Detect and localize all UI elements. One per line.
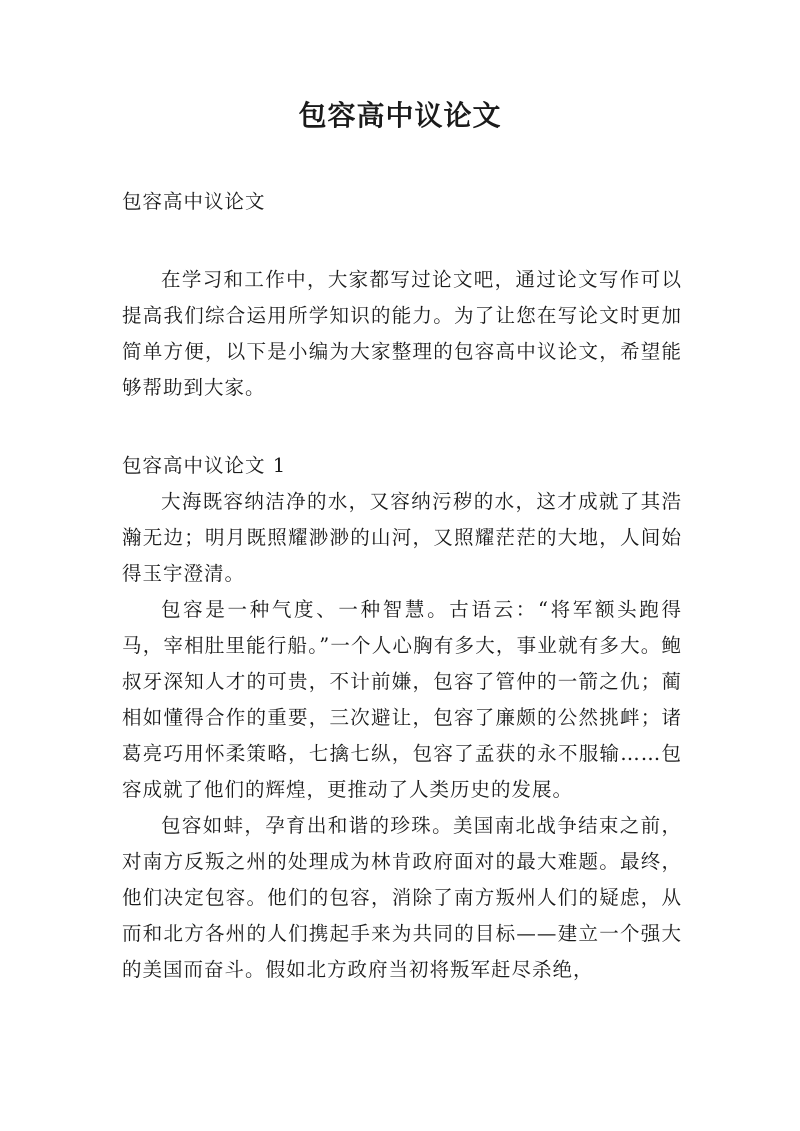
document-subtitle: 包容高中议论文 xyxy=(122,190,266,213)
body-paragraph-1: 大海既容纳洁净的水，又容纳污秽的水，这才成就了其浩瀚无边；明月既照耀渺渺的山河，又照耀茫茫的大地，人间始得玉宇澄清。 xyxy=(122,490,682,585)
section-heading: 包容高中议论文 1 xyxy=(122,454,287,477)
intro-paragraph: 在学习和工作中，大家都写过论文吧，通过论文写作可以提高我们综合运用所学知识的能力。为了让您在写论文时更加简单方便，以下是小编为大家整理的包容高中议论文，希望能够帮助到大家。 xyxy=(122,268,682,399)
body-paragraph-3: 包容如蚌，孕育出和谐的珍珠。美国南北战争结束之前，对南方反叛之州的处理成为林肯政府面对的最大难题。最终，他们决定包容。他们的包容，消除了南方叛州人们的疑虑，从而和北方各州的人们携起手来为共同的目标——建立一个强大的美国而奋斗。假如北方政府当初将叛军赶尽杀绝， xyxy=(122,814,682,981)
document-title: 包容高中议论文 xyxy=(298,99,502,132)
document-body xyxy=(122,184,682,988)
body-paragraph-2: 包容是一种气度、一种智慧。古语云：“将军额头跑得马，宰相肚里能行船。”一个人心胸有多大，事业就有多大。鲍叔牙深知人才的可贵，不计前嫌，包容了管仲的一箭之仇；蔺相如懂得合作的重要，三次避让，包容了廉颇的公然挑衅；诸葛亮巧用怀柔策略，七擒七纵，包容了孟获的永不服输……包容成就了他们的辉煌，更推动了人类历史的发展。 xyxy=(122,598,682,801)
